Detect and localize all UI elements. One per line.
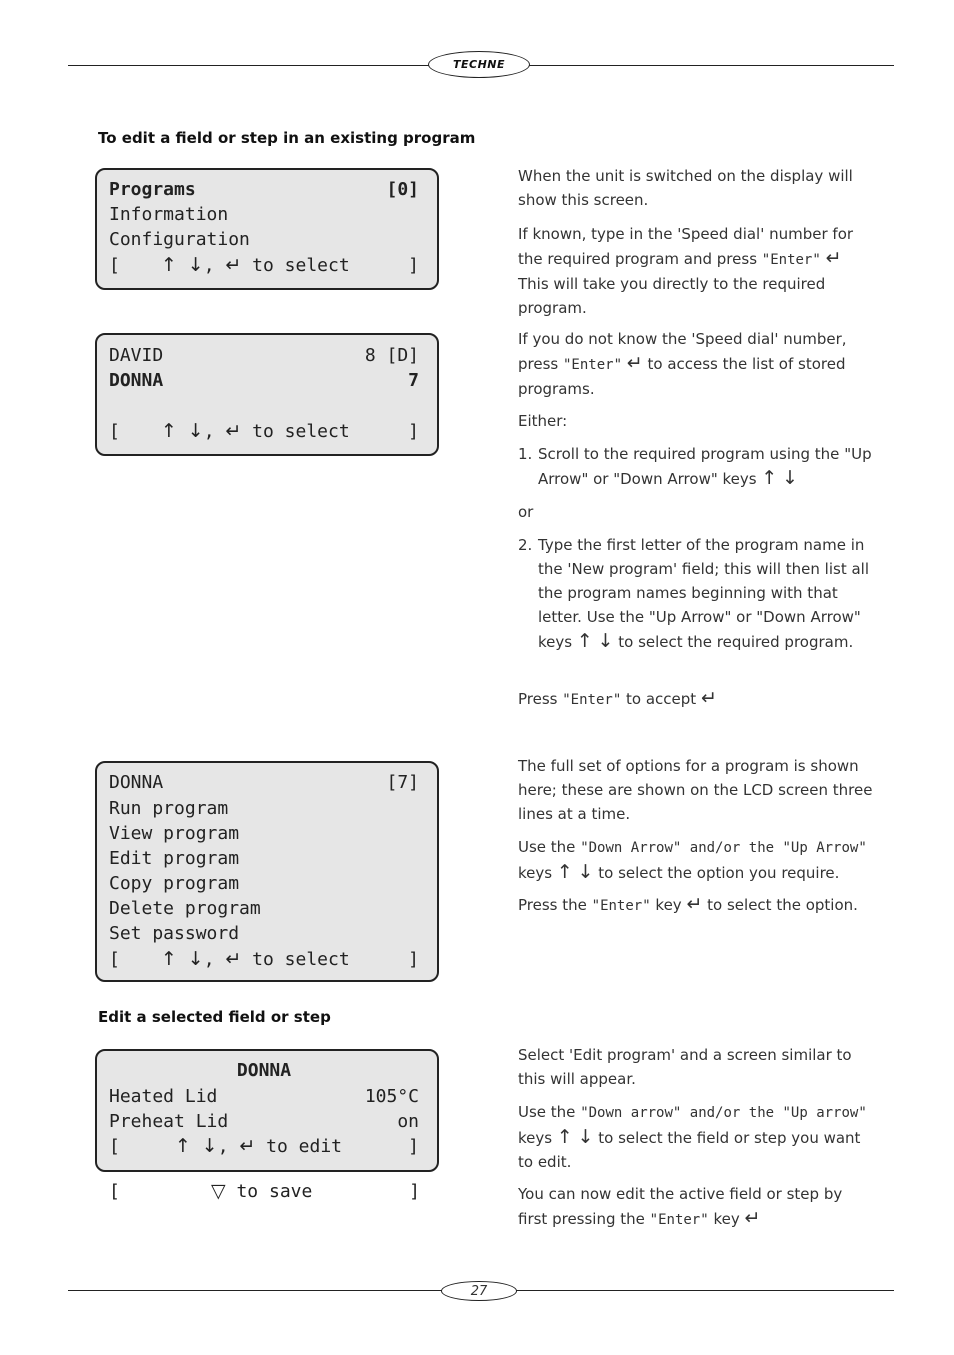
paragraph-text: keys [717,470,757,488]
arrow-keys-label: "Up Arrow" or "Down Arrow" [538,445,872,488]
enter-icon: ↵ [700,687,717,709]
paragraph-text: Type the first letter of the program name in the 'New program' field; this will then list all the program names beginning with that letter. Use the [538,536,869,626]
lcd-line [109,1084,419,1109]
paragraph-text: If you do not know the 'Speed dial' number, press [518,330,847,373]
lcd-prompt: [ ↑ ↓, ↵ to edit ] [109,1135,419,1157]
prompt-open-bracket: [ [109,421,120,442]
prompt-open-bracket: [ [109,1181,120,1202]
prompt-open-bracket: [ [109,949,120,970]
lcd-prompt: [ ↑ ↓, ↵ to select ] [109,948,419,970]
up-arrow-icon: ↑ [576,630,593,652]
paragraph-text: If known, type in the 'Speed dial' number for the required program and press [518,225,854,268]
program-name-donna: DONNA [109,370,164,391]
field-heated-lid-value: 105°C [364,1086,419,1107]
paragraph: Select 'Edit program' and a screen similar to this will appear. [518,1046,852,1088]
program-speed-dial-david: 8 [D] [364,345,419,366]
menu-item-run-program: Run program [109,798,229,819]
up-arrow-icon: ↑ [161,948,177,970]
down-arrow-icon: ↓ [597,630,614,652]
paragraph: When the unit is switched on the display will show this screen. [518,167,853,209]
up-arrow-icon: ↑ [161,420,177,442]
enter-key-label: "Enter" [562,692,622,708]
page-number [441,1281,517,1301]
lcd-line [109,343,419,368]
enter-icon: ↵ [626,352,643,374]
enter-key-label: "Enter" [591,898,651,914]
lcd-line: Information [109,204,229,225]
paragraph-text: to select the field or step you want to edit. [518,1129,861,1171]
down-arrow-icon: ↓ [187,948,204,970]
paragraph-text: keys [518,1129,553,1147]
list-number: 2. [518,536,533,554]
paragraph-text: You can now edit the active field or step by first pressing the [518,1185,843,1228]
program-number: [7] [386,772,419,793]
lcd-line [109,177,419,202]
paragraph-text: This will take you directly to the required program. [518,275,826,317]
lcd-line [109,770,419,795]
menu-item-edit-program: Edit program [109,848,240,869]
lcd-screen-program-list [95,333,439,456]
triangle-down-icon: ▽ [211,1180,226,1202]
arrow-keys-label: "Up Arrow" or "Down Arrow" [648,608,861,626]
lcd-prompt: [ ↑ ↓, ↵ to select ] [109,420,419,442]
prompt-text: to edit [266,1136,342,1157]
field-heated-lid: Heated Lid [109,1086,218,1107]
section-heading-edit-existing: To edit a field or step in an existing program [98,129,476,147]
paragraph [518,1182,873,1232]
edit-program-title: DONNA [236,1060,292,1081]
menu-item-delete-program: Delete program [109,898,261,919]
prompt-close-bracket: ] [409,1181,420,1202]
arrow-keys-label: "Down Arrow" and/or the "Up Arrow" [580,840,867,856]
paragraph-text: Use the [518,838,581,856]
enter-key-label: "Enter" [649,1212,709,1228]
paragraph [518,222,873,320]
paragraph [518,1100,873,1174]
up-arrow-icon: ↑ [556,1126,573,1148]
enter-icon: ↵ [225,254,242,276]
enter-icon: ↵ [225,948,242,970]
paragraph-text: Press [518,690,563,708]
paragraph-text: to select the option you require. [593,864,840,882]
down-arrow-icon: ↓ [187,420,204,442]
lcd-screen-program-options [95,761,439,982]
program-speed-dial-donna: 7 [408,370,419,391]
lcd-line [109,1058,419,1083]
prompt-close-bracket: ] [408,949,419,970]
prompt-text: to select [252,949,350,970]
up-arrow-icon: ↑ [161,254,177,276]
menu-item-copy-program: Copy program [109,873,240,894]
up-arrow-icon: ↑ [761,467,778,489]
paragraph [518,686,873,712]
paragraph-text: to accept [621,690,697,708]
paragraph: Either: [518,412,568,430]
lcd-screen-programs [95,168,439,290]
section-heading-edit-selected: Edit a selected field or step [98,1008,331,1026]
logo-text: TECHNE [452,58,506,71]
lcd-line [109,1109,419,1134]
paragraph [518,327,873,401]
enter-icon: ↵ [744,1207,761,1229]
paragraph-text: keys [518,864,553,882]
enter-key-label: "Enter" [761,252,821,268]
prompt-close-bracket: ] [408,255,419,276]
down-arrow-icon: ↓ [577,861,594,883]
prompt-text: to select [252,421,350,442]
down-arrow-icon: ↓ [577,1126,594,1148]
page-number-text: 27 [470,1283,488,1299]
paragraph-text: to select the option. [702,896,858,914]
paragraph-text: Use the [518,1103,581,1121]
lcd-line [109,368,419,393]
list-item [518,533,873,654]
enter-icon: ↵ [239,1135,256,1157]
enter-icon: ↵ [686,893,703,915]
program-title: DONNA [109,772,164,793]
up-arrow-icon: ↑ [175,1135,191,1157]
menu-item-set-password: Set password [109,923,240,944]
paragraph-text: to select the required program. [613,633,854,651]
prompt-text: to select [252,255,350,276]
menu-item-view-program: View program [109,823,240,844]
list-item [518,442,873,491]
prompt-open-bracket: [ [109,255,120,276]
lcd-screen-edit-program [95,1049,439,1172]
field-preheat-lid-value: on [397,1111,419,1132]
paragraph-text: Scroll to the required program using the [538,445,845,463]
paragraph: The full set of options for a program is shown here; these are shown on the LCD screen three lines at a time. [518,757,873,823]
paragraph [518,835,873,885]
prompt-text: to save [236,1181,313,1202]
up-arrow-icon: ↑ [556,861,573,883]
enter-icon: ↵ [825,247,842,269]
down-arrow-icon: ↓ [201,1135,218,1157]
paragraph-text: key [650,896,682,914]
paragraph: or [518,503,534,521]
enter-key-label: "Enter" [563,357,623,373]
techne-logo [428,51,530,78]
prompt-open-bracket: [ [109,1136,120,1157]
paragraph-text: Press the [518,896,592,914]
lcd-programs-count: [0] [386,179,419,200]
paragraph-text: keys [538,633,573,651]
save-prompt [109,1179,420,1204]
paragraph [518,892,873,918]
lcd-prompt: [ ↑ ↓, ↵ to select ] [109,254,419,276]
prompt-close-bracket: ] [408,421,419,442]
lcd-programs-label: Programs [109,179,196,200]
field-preheat-lid: Preheat Lid [109,1111,229,1132]
enter-icon: ↵ [225,420,242,442]
down-arrow-icon: ↓ [187,254,204,276]
arrow-keys-label: "Down arrow" and/or the "Up arrow" [580,1105,867,1121]
lcd-line: Configuration [109,229,250,250]
paragraph-text: key [708,1210,740,1228]
down-arrow-icon: ↓ [782,467,798,489]
list-number: 1. [518,445,533,463]
paragraph-text: to access the list of stored programs. [518,355,846,398]
program-name-david: DAVID [109,345,164,366]
prompt-close-bracket: ] [408,1136,419,1157]
